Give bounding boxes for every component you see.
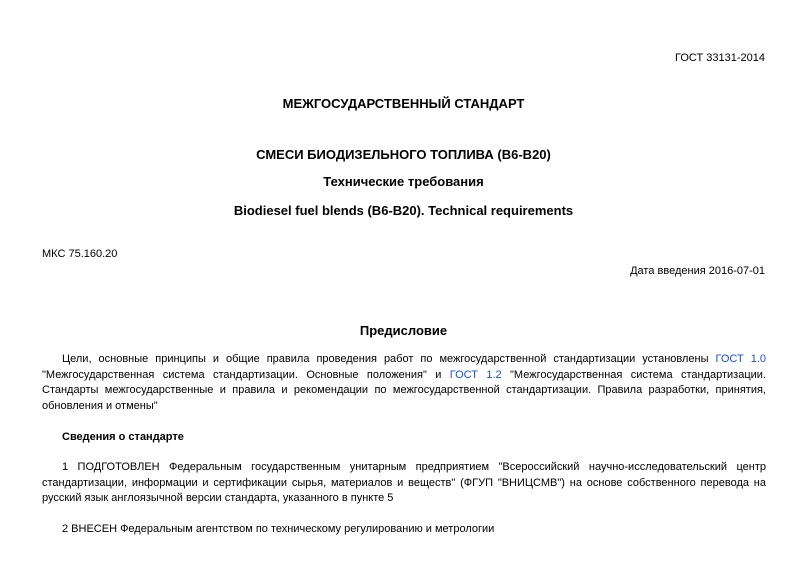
gost-1-0-link[interactable]: ГОСТ 1.0 bbox=[715, 353, 766, 365]
introduction-date: Дата введения 2016-07-01 bbox=[630, 265, 765, 277]
gost-1-2-link[interactable]: ГОСТ 1.2 bbox=[449, 368, 502, 381]
foreword-paragraph-prepared: 1 ПОДГОТОВЛЕН Федеральным государственным унитарным предприятием "Всероссийский научно-исследовательский центр стандартизации, информации и сертификации сырья, материалов и веществ" (ФГУП "ВНИЦСМВ") на основе собственного перевода на русский язык англоязычной версии стандарта, указанного в пункте 5 bbox=[42, 461, 766, 504]
foreword-paragraph-1 bbox=[42, 352, 766, 414]
foreword-paragraph-submitted: 2 ВНЕСЕН Федеральным агентством по техническому регулированию и метрологии bbox=[62, 523, 495, 535]
foreword-p1-text-1: Цели, основные принципы и общие правила проведения работ по межгосударственной стандартизации установлены bbox=[62, 353, 716, 365]
document-code: ГОСТ 33131-2014 bbox=[675, 52, 765, 64]
foreword-heading: Предисловие bbox=[359, 323, 448, 338]
standard-type-title: МЕЖГОСУДАРСТВЕННЫЙ СТАНДАРТ bbox=[282, 96, 525, 111]
standard-technical-title: Технические требования bbox=[323, 174, 484, 189]
foreword-p1-text-3: "Межгосударственная система стандартизации. Стандарты межгосударственные и правила и рекомендации по межгосударственной стандартизации. Правила разработки, принятия, обновления и отмены" bbox=[42, 368, 766, 412]
mks-code: МКС 75.160.20 bbox=[42, 248, 118, 260]
standard-subject-title: СМЕСИ БИОДИЗЕЛЬНОГО ТОПЛИВА (В6-В20) bbox=[256, 147, 551, 162]
foreword-p1-text-2: "Межгосударственная система стандартизации. Основные положения" и bbox=[42, 368, 450, 381]
standard-english-title: Biodiesel fuel blends (B6-B20). Technical requirements bbox=[233, 203, 574, 218]
standard-info-heading: Сведения о стандарте bbox=[62, 431, 184, 443]
